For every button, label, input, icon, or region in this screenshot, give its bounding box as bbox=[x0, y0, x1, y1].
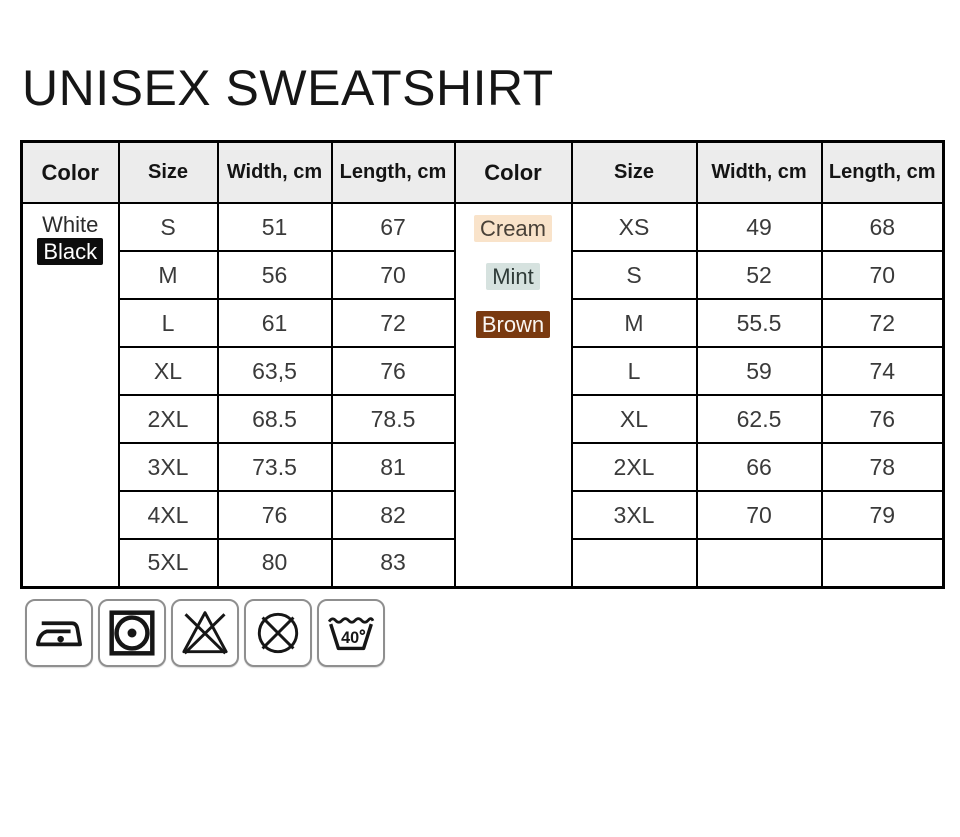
width-cell: 61 bbox=[218, 299, 332, 347]
table-row bbox=[22, 203, 944, 251]
size-cell: XL bbox=[572, 395, 697, 443]
length-cell: 70 bbox=[332, 251, 455, 299]
wash-40-icon bbox=[317, 599, 385, 667]
size-cell bbox=[572, 539, 697, 587]
width-cell: 80 bbox=[218, 539, 332, 587]
page-title: UNISEX SWEATSHIRT bbox=[22, 60, 554, 116]
right-width-header: Width, cm bbox=[697, 141, 822, 203]
do-not-dry-clean-icon bbox=[244, 599, 312, 667]
right-color-header: Color bbox=[455, 141, 572, 203]
length-cell: 82 bbox=[332, 491, 455, 539]
left-length-header: Length, cm bbox=[332, 141, 455, 203]
size-cell: M bbox=[119, 251, 218, 299]
color-swatch-cream: Cream bbox=[474, 215, 552, 242]
color-swatch-black: Black bbox=[37, 238, 103, 265]
color-swatch-brown: Brown bbox=[476, 311, 550, 338]
care-instructions-row bbox=[25, 599, 960, 667]
size-cell: L bbox=[572, 347, 697, 395]
length-cell: 72 bbox=[332, 299, 455, 347]
length-cell: 79 bbox=[822, 491, 944, 539]
length-cell: 72 bbox=[822, 299, 944, 347]
width-cell: 52 bbox=[697, 251, 822, 299]
length-cell: 78.5 bbox=[332, 395, 455, 443]
length-cell: 81 bbox=[332, 443, 455, 491]
width-cell: 66 bbox=[697, 443, 822, 491]
length-cell: 67 bbox=[332, 203, 455, 251]
size-chart-table bbox=[20, 140, 945, 589]
length-cell: 70 bbox=[822, 251, 944, 299]
length-cell: 68 bbox=[822, 203, 944, 251]
size-cell: XL bbox=[119, 347, 218, 395]
iron-icon bbox=[25, 599, 93, 667]
width-cell: 73.5 bbox=[218, 443, 332, 491]
left-width-header: Width, cm bbox=[218, 141, 332, 203]
width-cell: 49 bbox=[697, 203, 822, 251]
width-cell: 62.5 bbox=[697, 395, 822, 443]
size-cell: 4XL bbox=[119, 491, 218, 539]
width-cell: 70 bbox=[697, 491, 822, 539]
size-cell: 5XL bbox=[119, 539, 218, 587]
tumble-dry-icon bbox=[98, 599, 166, 667]
size-cell: S bbox=[572, 251, 697, 299]
wash-temp-label: 40 bbox=[341, 628, 360, 647]
width-cell: 59 bbox=[697, 347, 822, 395]
size-cell: XS bbox=[572, 203, 697, 251]
width-cell: 55.5 bbox=[697, 299, 822, 347]
color-swatch-mint: Mint bbox=[486, 263, 540, 290]
width-cell: 68.5 bbox=[218, 395, 332, 443]
length-cell: 76 bbox=[822, 395, 944, 443]
size-cell: 2XL bbox=[572, 443, 697, 491]
left-color-cell bbox=[22, 203, 119, 587]
width-cell bbox=[697, 539, 822, 587]
right-length-header: Length, cm bbox=[822, 141, 944, 203]
color-swatch-white: White bbox=[42, 212, 99, 237]
length-cell bbox=[822, 539, 944, 587]
left-size-header: Size bbox=[119, 141, 218, 203]
size-cell: L bbox=[119, 299, 218, 347]
length-cell: 83 bbox=[332, 539, 455, 587]
length-cell: 76 bbox=[332, 347, 455, 395]
size-cell: S bbox=[119, 203, 218, 251]
right-color-cell bbox=[455, 203, 572, 587]
right-size-header: Size bbox=[572, 141, 697, 203]
length-cell: 74 bbox=[822, 347, 944, 395]
width-cell: 63,5 bbox=[218, 347, 332, 395]
do-not-bleach-icon bbox=[171, 599, 239, 667]
length-cell: 78 bbox=[822, 443, 944, 491]
size-cell: M bbox=[572, 299, 697, 347]
size-cell: 2XL bbox=[119, 395, 218, 443]
width-cell: 51 bbox=[218, 203, 332, 251]
left-color-header: Color bbox=[22, 141, 119, 203]
size-cell: 3XL bbox=[119, 443, 218, 491]
width-cell: 56 bbox=[218, 251, 332, 299]
size-cell: 3XL bbox=[572, 491, 697, 539]
header-row bbox=[22, 141, 944, 203]
width-cell: 76 bbox=[218, 491, 332, 539]
